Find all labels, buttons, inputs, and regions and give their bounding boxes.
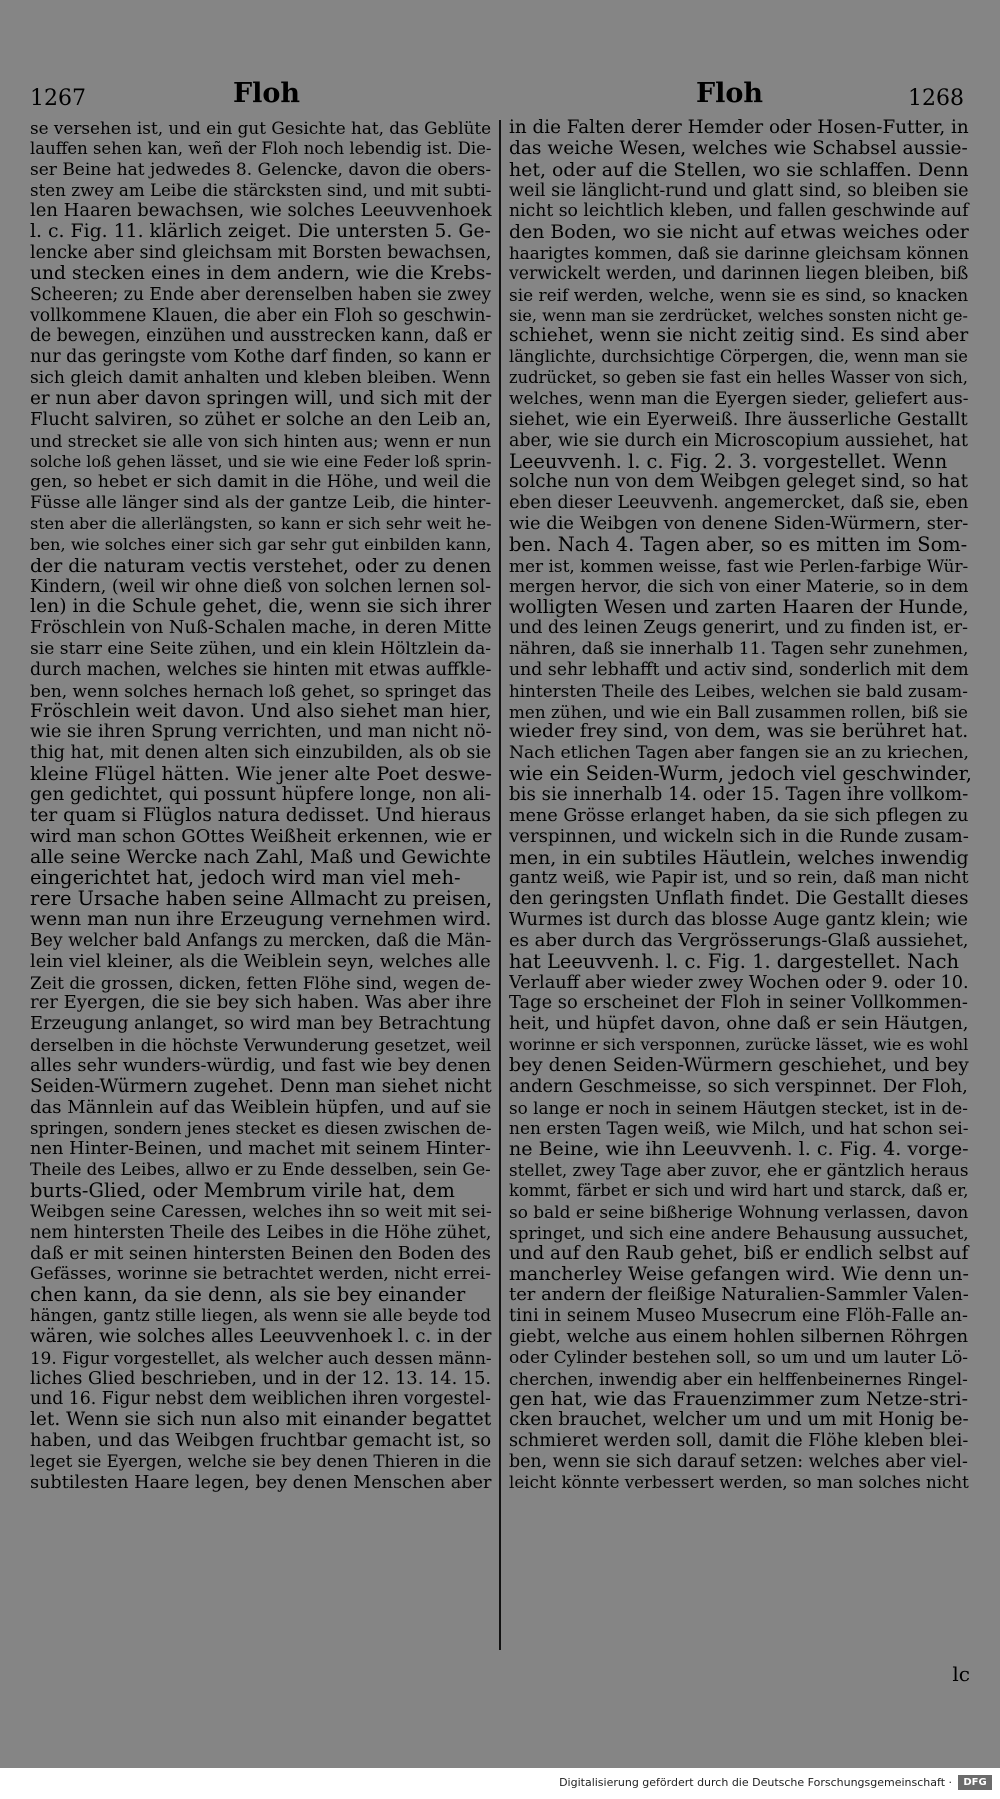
- text-line: so lange er noch in seinem Häutgen stecket, ist in de-: [509, 1097, 968, 1118]
- text-line: daß er mit seinen hintersten Beinen den Boden des: [30, 1243, 491, 1264]
- signature-mark: lc: [952, 1662, 970, 1686]
- text-line: stellet, zwey Tage aber zuvor, ehe er gäntzlich heraus: [509, 1160, 969, 1181]
- left-page-number: 1267: [30, 86, 86, 111]
- column-divider: [499, 120, 501, 1650]
- text-line: nur das geringste vom Kothe darf finden, so kann er: [30, 347, 491, 368]
- text-line: alles sehr wunders-würdig, und fast wie bey denen: [30, 1055, 491, 1076]
- text-line: siehet, wie ein Eyerweiß. Ihre äusserliche Gestallt: [509, 409, 968, 430]
- text-line: springen, sondern jenes stecket es diesen zwischen de-: [30, 1118, 492, 1138]
- text-line: Tage so erscheinet der Floh in seiner Vollkommen-: [509, 993, 968, 1014]
- text-line: wieder frey sind, von dem, was sie berühret hat.: [509, 722, 969, 743]
- left-running-head: Floh: [233, 78, 301, 109]
- text-line: subtilesten Haare legen, bey denen Menschen aber: [30, 1472, 492, 1493]
- text-line: Fröschlein weit davon. Und also siehet man hier,: [30, 701, 492, 722]
- text-line: heit, und hüpfet davon, ohne daß er sein Häutgen,: [509, 1014, 969, 1035]
- text-line: den Boden, wo sie nicht auf etwas weiches oder: [509, 222, 969, 244]
- text-line: solche loß gehen lässet, und sie wie eine Feder loß sprin-: [30, 451, 492, 471]
- text-line: schiehet, wenn sie nicht zeitig sind. Es sind aber: [509, 326, 969, 347]
- text-line: oder Cylinder bestehen soll, so um und um lauter Lö-: [509, 1347, 969, 1368]
- text-line: let. Wenn sie sich nun also mit einander begattet: [30, 1410, 492, 1431]
- text-line: lencke aber sind gleichsam mit Borsten bewachsen,: [30, 243, 492, 264]
- text-line: das Männlein auf das Weiblein hüpfen, und auf sie: [30, 1097, 492, 1118]
- text-line: hat Leeuvvenh. l. c. Fig. 1. dargestellet. Nach: [509, 951, 960, 973]
- text-line: sie reif werden, welche, wenn sie es sind, so knacken: [509, 284, 969, 305]
- text-line: chen kann, da sie denn, als sie bey einander: [30, 1285, 466, 1307]
- text-line: und auf den Raub gehet, biß er endlich selbst auf: [509, 1243, 969, 1264]
- text-line: sten zwey am Leibe die stärcksten sind, und mit subti-: [30, 180, 492, 200]
- text-line: cherchen, inwendig aber ein helffenbeinernes Ringel-: [509, 1368, 968, 1389]
- right-page-number: 1268: [908, 86, 964, 111]
- text-line: hängen, gantz stille liegen, als wenn sie alle beyde tod: [30, 1306, 492, 1326]
- text-line: wenn man nun ihre Erzeugung vernehmen wird.: [30, 910, 492, 931]
- text-line: len) in die Schule gehet, die, wenn sie sich ihrer: [30, 597, 492, 618]
- text-line: se versehen ist, und ein gut Gesichte hat, das Geblüte: [30, 118, 492, 138]
- text-line: ben, wie solches einer sich gar sehr gut einbilden kann,: [30, 534, 492, 554]
- text-line: worinne er sich versponnen, zurücke lässet, wie es wohl: [509, 1035, 969, 1055]
- right-running-head: Floh: [696, 78, 764, 109]
- text-line: nen ersten Tagen weiß, wie Milch, und hat schon sei-: [509, 1118, 969, 1139]
- text-line: Theile des Leibes, allwo er zu Ende desselben, sein Ge-: [30, 1160, 491, 1180]
- text-line: derselben in die höchste Verwunderung gesetzet, weil: [30, 1035, 492, 1056]
- text-line: Verlauff aber wieder zwey Wochen oder 9. oder 10.: [509, 972, 969, 993]
- text-line: kommt, färbet er sich und wird hart und starck, daß er,: [509, 1181, 969, 1201]
- text-line: kleine Flügel hätten. Wie jener alte Poet deswe-: [30, 764, 492, 785]
- text-line: Wurmes ist durch das blosse Auge gantz klein; wie: [509, 910, 968, 931]
- text-line: de bewegen, einzühen und ausstrecken kann, daß er: [30, 326, 492, 347]
- text-line: Erzeugung anlanget, so wird man bey Betrachtung: [30, 1014, 492, 1035]
- text-line: rere Ursache haben seine Allmacht zu preisen,: [30, 889, 493, 911]
- text-line: Zeit die grossen, dicken, fetten Flöhe sind, wegen de-: [30, 972, 491, 993]
- text-line: so bald er seine bißherige Wohnung verlassen, davon: [509, 1201, 969, 1222]
- text-line: mer ist, kommen weisse, fast wie Perlen-farbige Wür-: [509, 555, 969, 576]
- text-line: und sehr lebhafft und activ sind, sonderlich mit dem: [509, 659, 969, 680]
- text-line: ben. Nach 4. Tagen aber, so es mitten im Som-: [509, 534, 968, 556]
- text-line: Seiden-Würmern zugehet. Denn man siehet nicht: [30, 1076, 492, 1097]
- text-line: der die naturam vectis verstehet, oder zu denen: [30, 555, 492, 577]
- text-line: länglichte, durchsichtige Cörpergen, die, wenn man sie: [509, 347, 968, 367]
- text-line: schmieret werden soll, damit die Flöhe kleben blei-: [509, 1431, 969, 1452]
- text-line: nem hintersten Theile des Leibes in die Höhe zühet,: [30, 1222, 492, 1243]
- text-line: in die Falten derer Hemder oder Hosen-Futter, in: [509, 118, 969, 138]
- text-line: men, in ein subtiles Häutlein, welches inwendig: [509, 847, 969, 869]
- text-line: Kindern, (weil wir ohne dieß von solchen lernen sol-: [30, 576, 492, 597]
- text-line: wie sie ihren Sprung verrichten, und man nicht nö-: [30, 722, 492, 743]
- text-line: sie starr eine Seite zühen, und ein klein Höltzlein da-: [30, 639, 492, 660]
- text-line: ben, wenn sie sich darauf setzen: welches aber viel-: [509, 1452, 968, 1472]
- text-line: andern Geschmeisse, so sich verspinnet. Der Floh,: [509, 1076, 968, 1097]
- text-line: wird man schon GOttes Weißheit erkennen, wie er: [30, 826, 492, 847]
- text-line: leicht könnte verbessert werden, so man solches nicht: [509, 1472, 969, 1492]
- text-line: ser Beine hat jedwedes 8. Gelencke, davon die obers-: [30, 159, 492, 180]
- text-line: alle seine Wercke nach Zahl, Maß und Gewichte: [30, 847, 492, 868]
- text-line: men zühen, und wie ein Ball zusammen rollen, biß sie: [509, 701, 968, 722]
- text-line: gen gedichtet, qui possunt hüpfere longe, non ali-: [30, 785, 492, 805]
- text-line: aber, wie sie durch ein Microscopium aussiehet, hat: [509, 430, 968, 451]
- text-line: eingerichtet hat, jedoch wird man viel meh-: [30, 868, 461, 890]
- text-line: ter andern der fleißige Naturalien-Sammler Valen-: [509, 1285, 969, 1306]
- text-line: wie ein Seiden-Wurm, jedoch viel geschwinder,: [509, 764, 972, 785]
- text-line: ne Beine, wie ihn Leeuvvenh. l. c. Fig. 4. vorge-: [509, 1139, 969, 1161]
- text-line: Gefässes, worinne sie betrachtet werden, nicht errei-: [30, 1264, 492, 1285]
- text-line: sie, wenn man sie zerdrücket, welches sonsten nicht ge-: [509, 305, 968, 325]
- text-line: und strecket sie alle von sich hinten aus; wenn er nun: [30, 430, 492, 451]
- text-line: liches Glied beschrieben, und in der 12. 13. 14. 15.: [30, 1368, 492, 1389]
- left-text-column: [30, 118, 496, 1494]
- text-line: rer Eyergen, die sie bey sich haben. Was aber ihre: [30, 993, 492, 1014]
- text-line: het, oder auf die Stellen, wo sie schlaffen. Denn: [509, 159, 969, 181]
- text-line: giebt, welche aus einem hohlen silbernen Röhrgen: [509, 1326, 969, 1347]
- text-line: nähren, daß sie innerhalb 11. Tagen sehr zunehmen,: [509, 639, 969, 660]
- text-line: thig hat, mit denen alten sich einzubilden, als ob sie: [30, 743, 492, 764]
- text-line: Flucht salviren, so zühet er solche an den Leib an,: [30, 409, 492, 430]
- text-line: es aber durch das Vergrösserungs-Glaß aussiehet,: [509, 930, 969, 951]
- text-line: weil sie länglicht-rund und glatt sind, so bleiben sie: [509, 180, 969, 201]
- text-line: Weibgen seine Caressen, welches ihn so weit mit sei-: [30, 1201, 492, 1222]
- text-line: haben, und das Weibgen fruchtbar gemacht ist, so: [30, 1431, 492, 1452]
- text-line: lein viel kleiner, als die Weiblein seyn, welches alle: [30, 951, 491, 972]
- text-line: den geringsten Unflath findet. Die Gestallt dieses: [509, 889, 969, 910]
- text-line: wären, wie solches alles Leeuvvenhoek l. c. in der: [30, 1326, 492, 1347]
- text-line: Nach etlichen Tagen aber fangen sie an zu kriechen,: [509, 743, 969, 764]
- text-line: bis sie innerhalb 14. oder 15. Tagen ihre vollkom-: [509, 785, 969, 805]
- text-line: nicht so leichtlich kleben, und fallen geschwinde auf: [509, 201, 969, 222]
- text-line: vollkommene Klauen, die aber ein Floh so geschwin-: [30, 305, 492, 326]
- text-line: gantz weiß, wie Papir ist, und so rein, daß man nicht: [509, 868, 969, 889]
- text-line: und 16. Figur nebst dem weiblichen ihren vorgestel-: [30, 1389, 491, 1410]
- text-line: Bey welcher bald Anfangs zu mercken, daß die Män-: [30, 930, 492, 951]
- text-line: springet, und sich eine andere Behausung aussuchet,: [509, 1222, 969, 1243]
- text-line: leget sie Eyergen, welche sie bey denen Thieren in die: [30, 1452, 492, 1471]
- text-line: und stecken eines in dem andern, wie die Krebs-: [30, 263, 492, 284]
- text-line: zudrücket, so geben sie fast ein helles Wasser von sich,: [509, 368, 968, 388]
- text-line: das weiche Wesen, welches wie Schabsel aussie-: [509, 138, 968, 159]
- text-line: mene Grösse erlanget haben, da sie sich pflegen zu: [509, 805, 969, 826]
- right-text-column: [509, 118, 973, 1494]
- text-line: wie die Weibgen von denene Siden-Würmern, ster-: [509, 514, 969, 535]
- text-line: mergen hervor, die sich von einer Materie, so in dem: [509, 576, 969, 597]
- text-line: er nun aber davon springen will, und sich mit der: [30, 388, 492, 409]
- footer-credit: Digitalisierung gefördert durch die Deutsche Forschungsgemeinschaft ·: [559, 1776, 952, 1789]
- text-line: durch machen, welches sie hinten mit etwas auffkle-: [30, 659, 492, 680]
- text-line: Scheeren; zu Ende aber derenselben haben sie zwey: [30, 284, 492, 305]
- dfg-logo: DFG: [958, 1775, 992, 1790]
- text-line: und des leinen Zeugs generirt, und zu finden ist, er-: [509, 618, 968, 639]
- text-line: burts-Glied, oder Membrum virile hat, dem: [30, 1181, 455, 1202]
- text-line: cken brauchet, welcher um und um mit Honig be-: [509, 1410, 969, 1431]
- text-line: sten aber die allerlängsten, so kann er sich sehr weit he-: [30, 514, 492, 534]
- text-line: verwickelt werden, und darinnen liegen bleiben, biß: [509, 263, 969, 284]
- text-line: haarigtes kommen, daß sie darinne gleichsam können: [509, 243, 969, 264]
- text-line: len Haaren bewachsen, wie solches Leeuvvenhoek: [30, 201, 492, 222]
- text-line: ter quam si Flüglos natura dedisset. Und hieraus: [30, 805, 491, 826]
- text-line: welches, wenn man die Eyergen sieder, geliefert aus-: [509, 388, 969, 409]
- text-line: gen, so hebet er sich damit in die Höhe, und weil die: [30, 472, 492, 493]
- text-line: 19. Figur vorgestellet, als welcher auch dessen männ-: [30, 1347, 492, 1368]
- text-line: Leeuvvenh. l. c. Fig. 2. 3. vorgestellet. Wenn: [509, 451, 948, 473]
- text-line: gen hat, wie das Frauenzimmer zum Netze-stri-: [509, 1389, 968, 1411]
- text-line: verspinnen, und wickeln sich in die Runde zusam-: [509, 826, 969, 847]
- text-line: Fröschlein von Nuß-Schalen mache, in deren Mitte: [30, 618, 492, 639]
- text-line: wolligten Wesen und zarten Haaren der Hunde,: [509, 597, 969, 619]
- text-line: tini in seinem Museo Musecrum eine Flöh-Falle an-: [509, 1306, 968, 1327]
- text-line: lauffen sehen kan, weñ der Floh noch lebendig ist. Die-: [30, 138, 492, 158]
- text-line: hintersten Theile des Leibes, welchen sie bald zusam-: [509, 680, 968, 701]
- text-line: eben dieser Leeuvvenh. angemercket, daß sie, eben: [509, 493, 969, 514]
- text-line: solche nun von dem Weibgen geleget sind, so hat: [509, 472, 968, 493]
- text-line: ben, wenn solches hernach loß gehet, so springet das: [30, 680, 492, 701]
- digitization-footer: [0, 1768, 1000, 1799]
- text-line: bey denen Seiden-Würmern geschiehet, und bey: [509, 1055, 969, 1076]
- text-line: mancherley Weise gefangen wird. Wie denn un-: [509, 1264, 969, 1286]
- text-line: Füsse alle länger sind als der gantze Leib, die hinter-: [30, 493, 492, 514]
- text-line: l. c. Fig. 11. klärlich zeiget. Die untersten 5. Ge-: [30, 222, 491, 243]
- text-line: sich gleich damit anhalten und kleben bleiben. Wenn: [30, 368, 491, 389]
- text-line: nen Hinter-Beinen, und machet mit seinem Hinter-: [30, 1139, 491, 1160]
